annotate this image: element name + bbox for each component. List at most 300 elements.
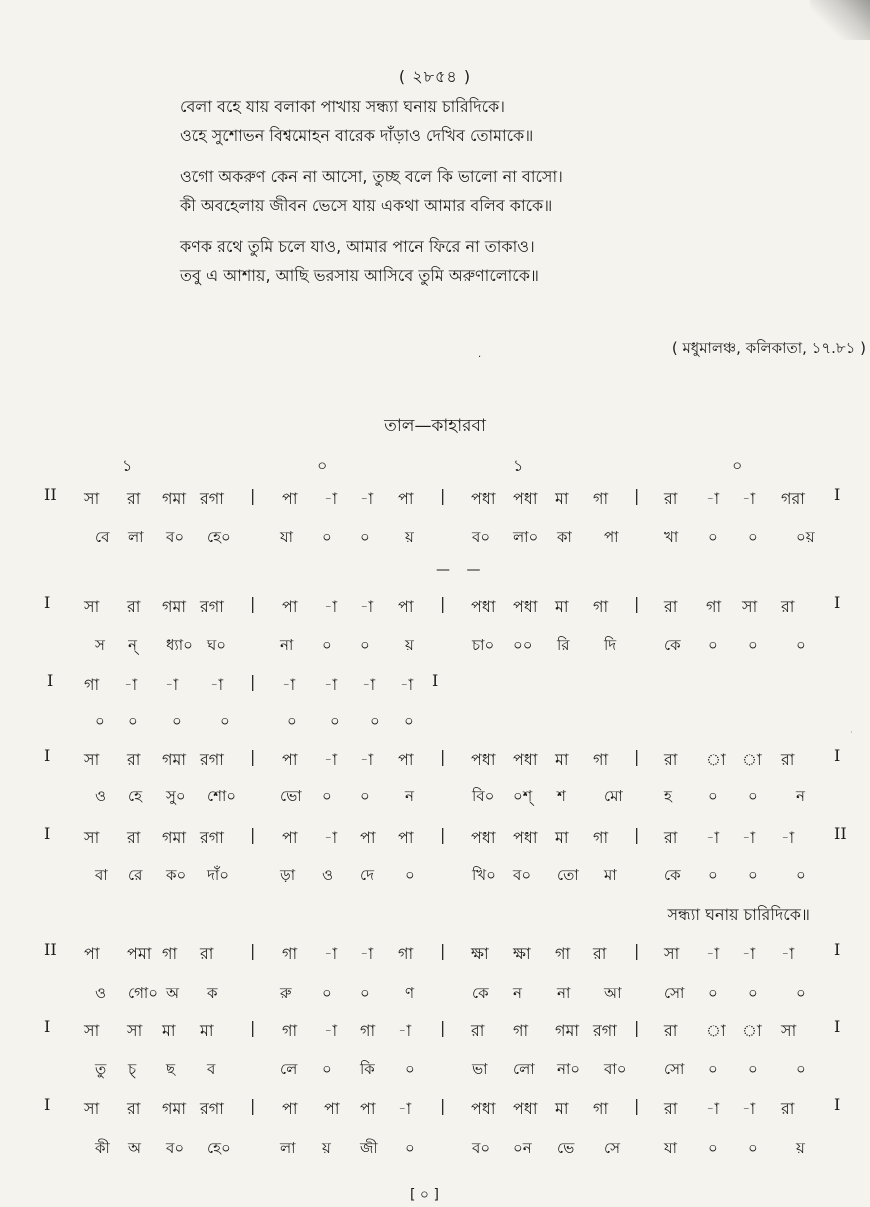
swara-note: -া [706,828,720,847]
lyric-syllable: ০ [330,712,340,730]
lyric-syllable: সু০ [166,787,186,805]
swara-note: রা [781,597,795,616]
swara-note: সা [84,489,100,508]
swara-note: -া [324,597,338,616]
swara-note: -া [360,597,374,616]
lyric-syllable: ০ [708,866,718,884]
swara-note: গমা [555,1021,580,1040]
lyric-syllable: কে [664,636,681,654]
lyric-syllable: য় [405,528,414,546]
bar-line: | [634,747,640,766]
lyric-syllable: য় [322,1139,331,1157]
lyric-syllable: দি [604,636,617,654]
swara-note: া [742,1021,762,1040]
lyric-syllable: ০ [708,528,718,546]
stray-mark: · [850,728,853,738]
swara-note: গা [513,1021,529,1040]
swara-note: রগা [200,597,224,616]
lyric-syllable: ব০ [166,528,185,546]
bar-line: | [250,594,256,613]
lyric-syllable: ০ [796,984,806,1002]
lyric-syllable: না [557,984,571,1002]
bar-line: | [634,486,640,505]
lyric-syllable: শ [557,787,566,805]
swara-note: -া [706,944,720,963]
swara-note: গমা [162,1099,187,1118]
lyric-syllable: ০য় [796,528,815,546]
page-number: ( ২৮৫৪ ) [398,67,472,86]
lyric-syllable: ০ন [513,1139,532,1157]
bar-line: | [250,486,256,505]
swara-note: রা [664,489,678,508]
bar-line: | [634,1096,640,1115]
swara-note: -া [742,1099,756,1118]
bar-line: I [47,671,54,690]
lyric-syllable: সো [664,1060,685,1078]
swara-note: -া [398,1021,412,1040]
swara-note: সা [84,828,100,847]
notation-row [0,672,870,702]
lyric-syllable: ভে [557,1139,575,1157]
bar-line: I [834,485,841,504]
lyric-syllable: ০ [708,1139,718,1157]
lyric-syllable: হে০ [207,1139,231,1157]
swara-note: পা [398,597,414,616]
swara-note: সা [781,1021,797,1040]
lyric-syllable: ০ [748,787,758,805]
lyric-syllable: ক [207,984,218,1002]
swara-note: পা [324,1099,340,1118]
lyric-line: কণক রথে তুমি চলে যাও, আমার পানে ফিরে না তাকাও। [180,237,535,256]
swara-note: া [706,1021,726,1040]
swara-note: পা [282,828,298,847]
lyric-syllable: ০ [405,1060,415,1078]
lyric-syllable: ন [405,787,414,805]
lyric-syllable: কী [95,1139,110,1157]
swara-note: -া [398,1099,412,1118]
lyric-syllable: শো০ [207,787,237,805]
lyric-syllable: ০ [796,636,806,654]
lyric-syllable: ব০ [513,866,532,884]
lyric-syllable: ০ [748,1139,758,1157]
swara-note: রা [200,944,214,963]
swara-note: -া [210,675,224,694]
bar-line: I [834,746,841,765]
lyric-syllable: ০ [322,636,332,654]
lyric-syllable: মো [604,787,623,805]
swara-note: গা [593,1099,609,1118]
swara-note: -া [781,828,795,847]
swara-note: গা [282,1021,298,1040]
swara-note: রা [664,1099,678,1118]
bar-line: I [44,746,51,765]
swara-note: পা [84,944,100,963]
lyric-syllable: সে [604,1139,620,1157]
swara-note: সা [84,1099,100,1118]
lyric-syllable: ০ [128,712,138,730]
bar-line: I [44,824,51,843]
swara-note: সা [127,1021,143,1040]
lyric-syllable: লা [280,1139,296,1157]
bar-line: | [440,1018,446,1037]
lyric-syllable: ০ [708,787,718,805]
lyric-syllable: দে [360,866,374,884]
swara-note: সা [84,750,100,769]
bar-line: II [44,485,57,504]
lyric-syllable-row [0,1058,870,1088]
page-footer: [ ০ ] [410,1187,439,1203]
lyric-syllable: ০ [796,1060,806,1078]
lyric-syllable: ০ [322,528,332,546]
bar-line: | [440,1096,446,1115]
lyric-syllable: ০ [796,866,806,884]
swara-note: পা [282,1099,298,1118]
swara-note: গা [593,828,609,847]
bar-line: | [250,1018,256,1037]
lyric-syllable: ০শ্ [513,787,533,805]
bar-line: I [834,1017,841,1036]
swara-note: রা [664,597,678,616]
lyric-syllable: বে [95,528,110,546]
swara-note: মা [200,1021,214,1040]
swara-note: পধা [471,489,496,508]
lyric-syllable: ধ্যা০ [166,636,193,654]
lyric-syllable: যা [280,528,293,546]
lyric-syllable: যা [664,1139,677,1157]
lyric-syllable: লা০ [513,528,539,546]
lyric-syllable: ০ [360,528,370,546]
swara-note: রা [127,597,141,616]
lyric-syllable: রে [128,866,143,884]
lyric-syllable: না০ [557,1060,581,1078]
swara-note: -া [324,1021,338,1040]
swara-note: -া [360,750,374,769]
swara-note: রা [127,750,141,769]
swara-note: পা [282,489,298,508]
lyric-syllable: ভো [280,787,302,805]
swara-note: গা [84,675,100,694]
bar-line: | [250,941,256,960]
swara-note: রা [593,944,607,963]
swara-note: রা [781,750,795,769]
stray-mark: · [478,352,482,363]
swara-note: গা [593,489,609,508]
swara-note: -া [706,489,720,508]
notation-row [0,594,870,624]
swara-note: ক্ষা [513,944,531,963]
lyric-syllable: দাঁ০ [207,866,229,884]
lyric-syllable: ও [322,866,334,884]
bar-line: I [44,1095,51,1114]
swara-note: -া [742,944,756,963]
page-corner-shadow [810,0,870,40]
bar-line: I [44,1017,51,1036]
swara-note: গমা [162,828,187,847]
swara-note: মা [555,828,569,847]
swara-note: -া [324,944,338,963]
lyric-syllable: ও [95,787,107,805]
lyric-syllable: ব০ [166,1139,185,1157]
lyric-syllable: বা০ [604,1060,627,1078]
bar-line: | [634,825,640,844]
swara-note: মা [555,750,569,769]
swara-note: পধা [513,750,538,769]
beat-mark: ১ [513,456,524,475]
lyric-syllable: লা [128,528,144,546]
swara-note: গা [593,597,609,616]
bar-line: | [250,825,256,844]
notation-row [0,825,870,855]
swara-note: সা [84,597,100,616]
bar-line: | [250,672,256,691]
swara-note: -া [124,675,138,694]
swara-note: পধা [471,597,496,616]
beat-mark: ১ [122,456,133,475]
swara-note: -া [324,675,338,694]
lyric-syllable: লে [280,1060,298,1078]
bar-line: | [250,1096,256,1115]
lyric-syllable: ব [207,1060,216,1078]
lyric-syllable: য় [405,636,414,654]
swara-note: গমা [162,750,187,769]
lyric-syllable: ০ [322,1060,332,1078]
lyric-syllable: ০ [360,984,370,1002]
lyric-syllable-row [0,710,870,740]
swara-note: রগা [200,1099,224,1118]
swara-note: সা [742,597,758,616]
swara-note: রা [127,1099,141,1118]
lyric-syllable: য় [796,1139,805,1157]
swara-note: গমা [162,489,187,508]
lyric-syllable: মা [604,866,617,884]
lyric-line: বেলা বহে যায় বলাকা পাখায় সন্ধ্যা ঘনায় চারিদিকে। [180,97,505,116]
swara-note: গা [706,597,722,616]
swara-note: রা [127,489,141,508]
lyric-syllable: রু [280,984,292,1002]
swara-note: পধা [513,1099,538,1118]
lyric-syllable: হে [128,787,142,805]
swara-note: -া [360,944,374,963]
lyric-syllable: অ [166,984,179,1002]
swara-note: গা [360,1021,376,1040]
lyric-syllable: লো [513,1060,535,1078]
swara-note: গা [162,944,178,963]
swara-note: মা [555,489,569,508]
lyric-syllable: ড়া [280,866,296,884]
lyric-syllable: ০ [360,787,370,805]
lyric-syllable: হে০ [207,528,231,546]
lyric-syllable: ০ [172,712,182,730]
swara-note: গা [555,944,571,963]
swara-note: -া [742,489,756,508]
lyric-syllable: ন [796,787,805,805]
lyric-syllable: বা [95,866,108,884]
lyric-syllable: ০ [360,636,370,654]
lyric-syllable: ০ [748,866,758,884]
swara-note: রা [471,1021,485,1040]
bar-line: I [834,593,841,612]
lyric-syllable: ব০ [472,528,491,546]
swara-note: পধা [471,828,496,847]
lyric-syllable-row [0,982,870,1012]
swara-note: রা [781,1099,795,1118]
song-lyrics [180,92,840,290]
swara-note: পধা [471,1099,496,1118]
bar-line: | [250,747,256,766]
swara-note: -া [165,675,179,694]
swara-note: রা [664,750,678,769]
swara-note: পা [360,828,376,847]
lyric-syllable: হ [664,787,672,805]
swara-note: া [742,750,762,769]
swara-note: -া [742,828,756,847]
bar-line: I [44,593,51,612]
lyric-syllable-row [0,1137,870,1167]
swara-note: পা [282,750,298,769]
swara-note: -া [360,489,374,508]
bar-line: | [440,825,446,844]
swara-note: রা [664,1021,678,1040]
lyric-syllable: খা [664,528,679,546]
swara-note: পধা [513,597,538,616]
lyric-syllable: সো [664,984,685,1002]
lyric-syllable-row [0,864,870,894]
bar-line: | [634,594,640,613]
swara-note: সা [84,1021,100,1040]
swara-note: রগা [200,828,224,847]
notation-row [0,1018,870,1048]
lyric-syllable: জী [360,1139,378,1157]
bar-line: | [440,486,446,505]
bar-line: | [440,747,446,766]
lyric-syllable: তো [557,866,579,884]
swara-note: রগা [200,750,224,769]
notation-row [0,486,870,516]
lyric-syllable: গো০ [128,984,159,1002]
lyric-syllable: অ [128,1139,141,1157]
bar-line: II [44,940,57,959]
bar-line: | [634,941,640,960]
lyric-syllable: আ [604,984,622,1002]
lyric-syllable: ০ [748,984,758,1002]
swara-note: রগা [593,1021,617,1040]
swara-note: -া [324,489,338,508]
swara-note: গা [282,944,298,963]
swara-note: পমা [127,944,152,963]
lyric-syllable: কি [360,1060,375,1078]
lyric-syllable: ০ [708,984,718,1002]
bar-line: | [440,941,446,960]
swara-note: -া [282,675,296,694]
lyric-syllable: ০ [405,1139,415,1157]
swara-note: পা [360,1099,376,1118]
lyric-line: ওগো অকরুণ কেন না আসো, তুচ্ছ বলে কি ভালো না বাসো। [180,167,563,186]
lyric-syllable: ০ [748,1060,758,1078]
lyric-syllable: কা [557,528,572,546]
swara-note: -া [362,675,376,694]
refrain-caption: সন্ধ্যা ঘনায় চারিদিকে॥ [667,905,810,924]
swara-note: মা [555,597,569,616]
lyric-syllable: খি০ [472,866,496,884]
notation-row [0,1096,870,1126]
lyric-syllable: ০ [708,1060,718,1078]
lyric-syllable: চ্ [128,1060,137,1078]
swara-note: া [706,750,726,769]
lyric-syllable: না [280,636,294,654]
lyric-syllable: ০ [748,528,758,546]
swara-note: -া [781,944,795,963]
lyric-line: কী অবহেলায় জীবন ভেসে যায় একথা আমার বলিব কাকে॥ [180,196,553,215]
lyric-syllable: ভা [472,1060,488,1078]
lyric-syllable: ০ [220,712,230,730]
bar-line: I [834,1095,841,1114]
lyric-syllable: ছ [166,1060,176,1078]
lyric-syllable: ব০ [472,1139,491,1157]
swara-note: -া [324,828,338,847]
lyric-line: তবু এ আশায়, আছি ভরসায় আসিবে তুমি অরুণালোকে॥ [180,266,539,285]
lyric-syllable: তু [95,1060,107,1078]
swara-note: সা [664,944,680,963]
lyric-syllable: পা [604,528,619,546]
swara-note: পধা [471,750,496,769]
beat-mark: ০ [317,456,328,475]
swara-note: গরা [781,489,805,508]
swara-note: মা [555,1099,569,1118]
swara-note: রা [664,828,678,847]
swara-note: গমা [162,597,187,616]
meend-marks: — — [436,562,487,578]
lyric-syllable: কে [664,866,681,884]
lyric-syllable: ০ [405,866,415,884]
lyric-syllable: ক০ [166,866,187,884]
beat-mark: ০ [732,456,743,475]
lyric-syllable: ০০ [513,636,533,654]
bar-line: | [634,1018,640,1037]
swara-note: -া [400,675,414,694]
swara-note: মা [162,1021,176,1040]
lyric-syllable: ঘ০ [207,636,227,654]
lyric-syllable: ণ [405,984,415,1002]
lyric-syllable: চা০ [472,636,495,654]
bar-line: II [834,824,847,843]
bar-line: | [440,594,446,613]
bar-line: I [834,940,841,959]
swara-note: পা [282,597,298,616]
source-citation: ( মধুমালঞ্চ, কলিকাতা, ১৭.৮১ ) [671,339,866,357]
swara-note: -া [324,750,338,769]
swara-note: পা [398,750,414,769]
lyric-syllable: স [95,636,105,654]
swara-note: পধা [513,489,538,508]
swara-note: রা [127,828,141,847]
lyric-syllable: ০ [370,712,380,730]
swara-note: গা [398,944,414,963]
swara-note: রগা [200,489,224,508]
lyric-syllable: ০ [322,787,332,805]
lyric-syllable: ও [95,984,107,1002]
lyric-syllable: কে [472,984,489,1002]
lyric-syllable: ০ [708,636,718,654]
lyric-syllable: ০ [322,984,332,1002]
swara-note: পধা [513,828,538,847]
swara-note: পা [398,489,414,508]
tala-heading: তাল—কাহারবা [384,416,486,436]
lyric-syllable: ০ [404,712,414,730]
lyric-syllable-row [0,634,870,664]
lyric-syllable: ০ [748,636,758,654]
notation-row [0,747,870,777]
lyric-syllable-row [0,785,870,815]
